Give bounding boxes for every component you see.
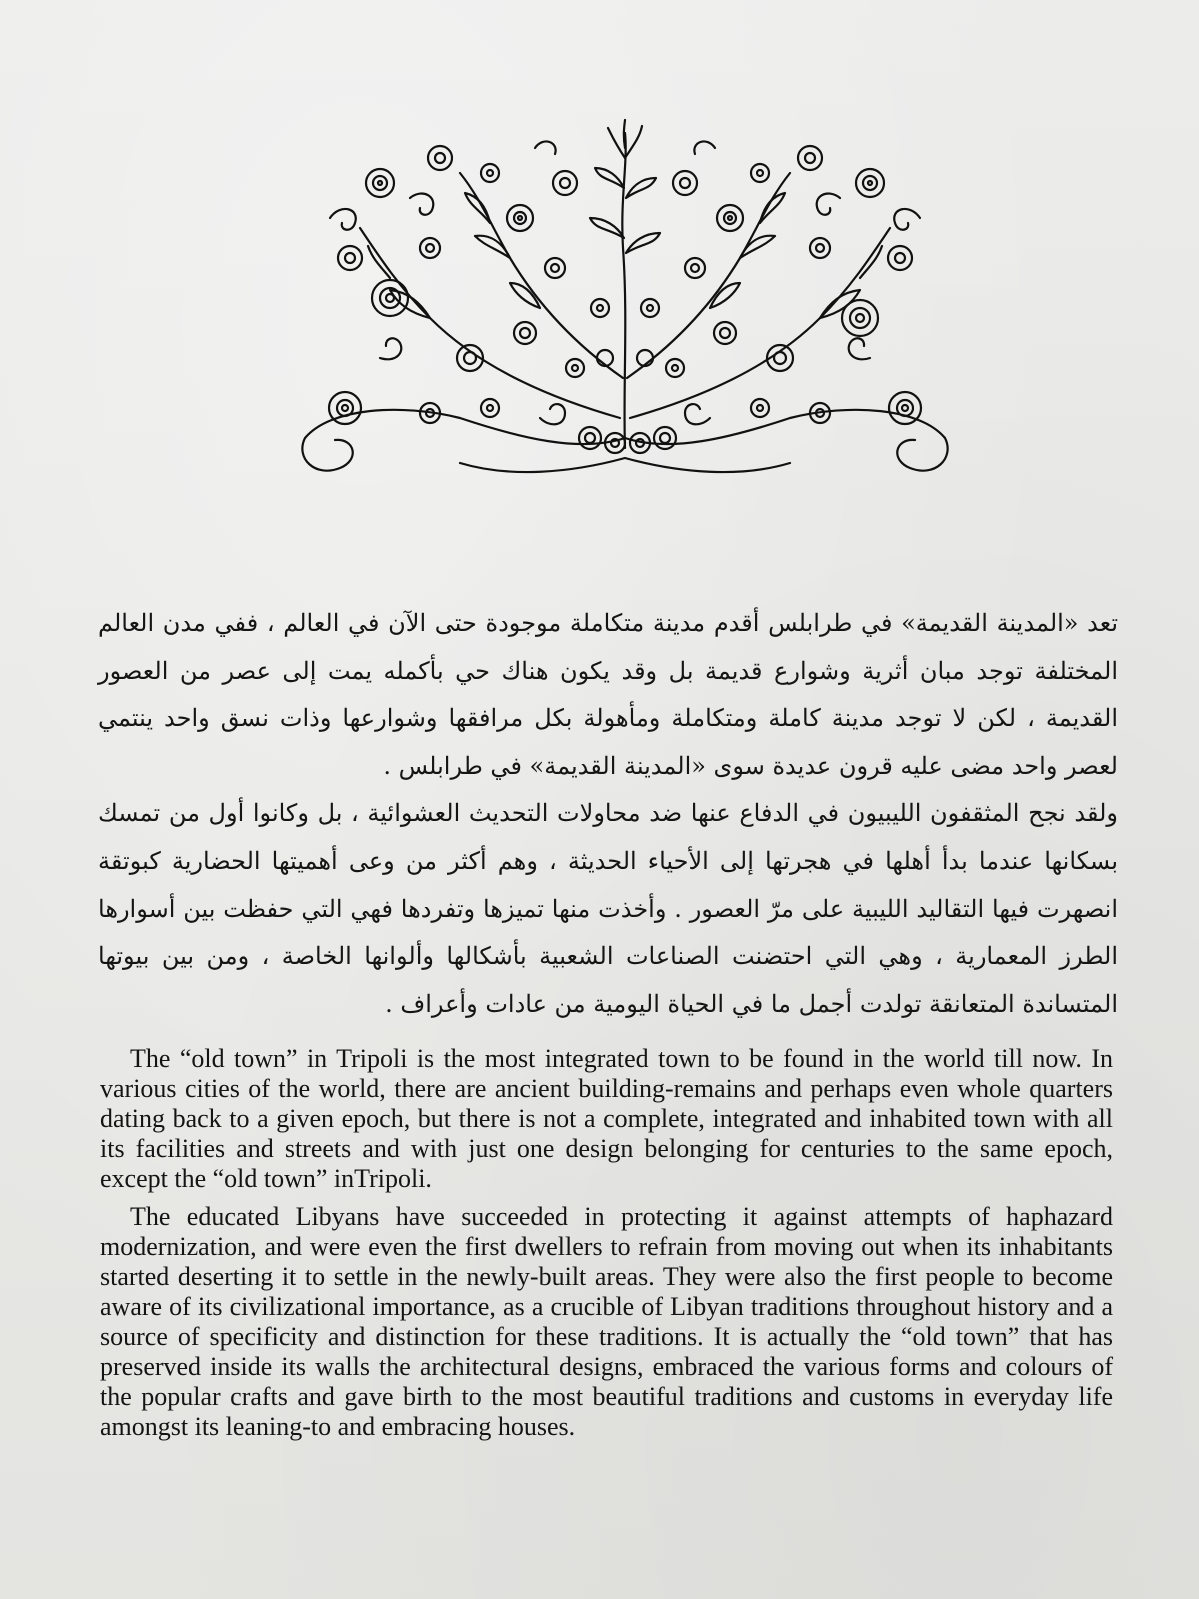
arabic-text-block (98, 600, 1118, 1028)
english-paragraph: The educated Libyans have succeeded in protecting it against attempts of haphazard modernization, and were even the first dwellers to refrain from moving out when its inhabitants started deserting it to settle in the newly-built areas. They were also the first people to become aware of its civilizational importance, as a crucible of Libyan traditions throughout history and a source of specificity and distinction for these traditions. It is actually the “old town” that has preserved inside its walls the architectural designs, embraced the various forms and colours of the popular crafts and gave birth to the most beautiful traditions and customs in everyday life amongst its leaning-to and embracing houses. (100, 1202, 1113, 1441)
english-paragraph: The “old town” in Tripoli is the most integrated town to be found in the world till now. In various cities of the world, there are ancient building-remains and perhaps even whole quarters dating back to a given epoch, but there is not a complete, integrated and inhabited town with all its facilities and streets and with just one design belonging for centuries to the same epoch, except the “old town” inTripoli. (100, 1044, 1113, 1193)
arabic-paragraph: ولقد نجح المثقفون الليبيون في الدفاع عنها ضد محاولات التحديث العشوائية ، بل وكانوا أول من تمسك بسكانها عندما بدأ أهلها في هجرتها إلى الأحياء الحديثة ، وهم أكثر من وعى أهميتها الحضارية كبوتقة انصهرت فيها التقاليد الليبية على مرّ العصور . وأخذت منها تميزها وتفردها فهي التي حفظت بين أسوارها الطرز المعمارية ، وهي التي احتضنت الصناعات الشعبية بأشكالها وألوانها الخاصة ، ومن بين بيوتها المتساندة المتعانقة تولدت أجمل ما في الحياة اليومية من عادات وأعراف . (98, 799, 1118, 1018)
floral-ornament-icon (290, 118, 960, 488)
arabic-paragraph: تعد «المدينة القديمة» في طرابلس أقدم مدينة متكاملة موجودة حتى الآن في العالم ، ففي مدن العالم المختلفة توجد مبان أثرية وشوارع قديمة بل وقد يكون هناك حي بأكمله يمت إلى عصر من العصور القديمة ، لكن لا توجد مدينة كاملة ومتكاملة ومأهولة بكل مرافقها وشوارعها وذات نسق واحد ينتمي لعصر واحد مضى عليه قرون عديدة سوى «المدينة القديمة» في طرابلس . (98, 609, 1118, 780)
english-text-block (100, 1044, 1113, 1450)
